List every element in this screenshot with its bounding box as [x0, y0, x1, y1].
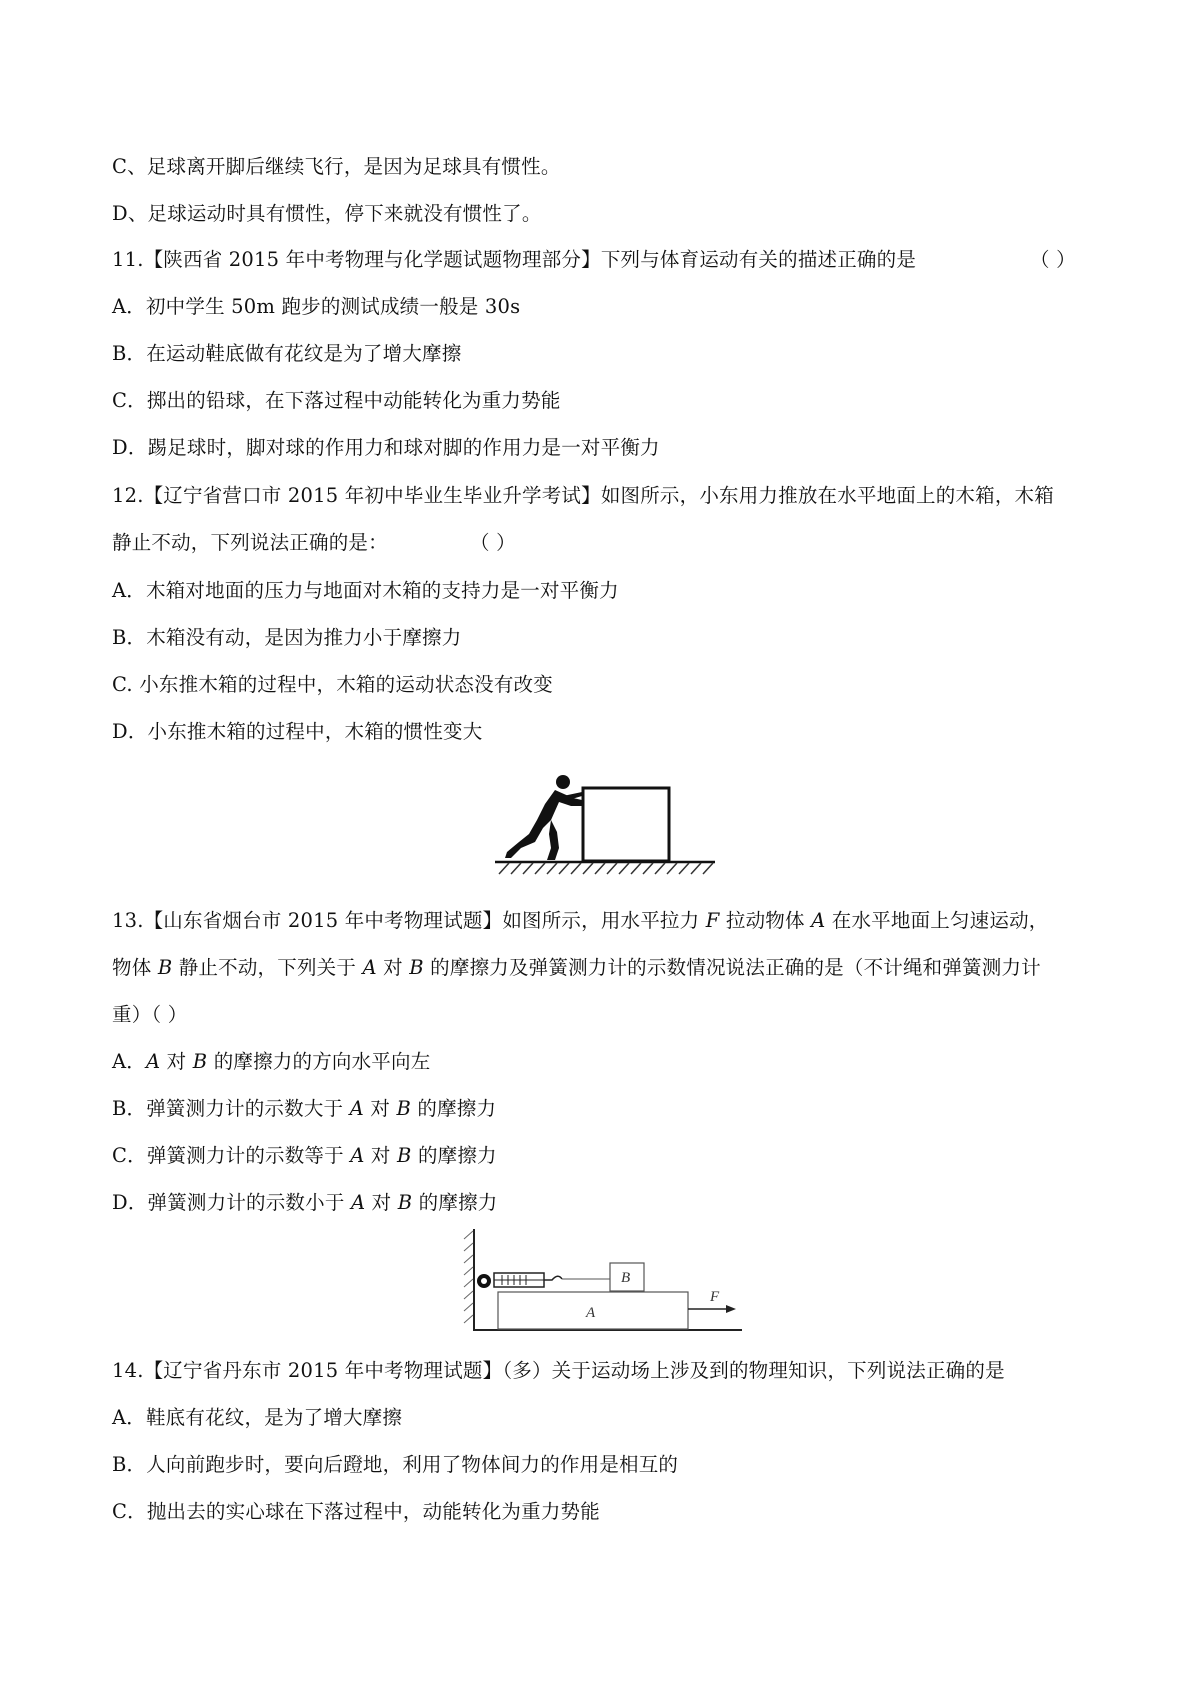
q13-stem-text: 13.【山东省烟台市 2015 年中考物理试题】如图所示，用水平拉力	[112, 909, 706, 932]
option-text: 的摩擦力	[411, 1144, 497, 1167]
option-text: C．弹簧测力计的示数等于	[112, 1144, 351, 1167]
option-text: 的摩擦力	[412, 1191, 498, 1214]
q10-option-d: D、足球运动时具有惯性，停下来就没有惯性了。	[112, 202, 542, 225]
q14-option-a: A．鞋底有花纹，是为了增大摩擦	[112, 1406, 403, 1429]
q11-option-b: B．在运动鞋底做有花纹是为了增大摩擦	[112, 342, 462, 365]
ground-hatching	[499, 863, 713, 874]
option-text: 的摩擦力	[410, 1097, 497, 1120]
q11-option-d: D．踢足球时，脚对球的作用力和球对脚的作用力是一对平衡力	[112, 436, 660, 459]
q13-stem-text: 静止不动，下列关于	[172, 956, 363, 979]
option-text: D．弹簧测力计的示数小于	[112, 1191, 351, 1214]
q12-figure-person-pushing-box	[485, 768, 725, 880]
q14-option-b: B．人向前跑步时，要向后蹬地，利用了物体间力的作用是相互的	[112, 1453, 679, 1476]
q13-option-d	[112, 1188, 497, 1218]
q10-option-c: C、足球离开脚后继续飞行，是因为足球具有惯性。	[112, 155, 561, 178]
q13-stem-text: 拉动物体	[719, 909, 812, 932]
q13-stem-text: 对	[376, 956, 410, 979]
q12-answer-bracket: （ ）	[470, 531, 516, 554]
q13-stem-line2	[112, 953, 1041, 983]
q12-option-b: B．木箱没有动，是因为推力小于摩擦力	[112, 626, 462, 649]
force-label: F	[710, 1289, 720, 1305]
q12-stem-line1: 12.【辽宁省营口市 2015 年初中毕业生毕业升学考试】如图所示，小东用力推放在水平地面上的木箱，木箱	[112, 484, 1054, 507]
q13-stem-line1	[112, 906, 1048, 936]
q13-option-a	[112, 1047, 430, 1077]
option-text: B．弹簧测力计的示数大于	[112, 1097, 350, 1120]
q13-stem-line3: 重）（ ）	[112, 1003, 188, 1026]
q13-var-a: A	[811, 909, 826, 932]
option-text: 对	[365, 1191, 398, 1214]
wall-hatching	[464, 1231, 473, 1323]
q13-var-a: A	[350, 1144, 365, 1167]
q13-var-b: B	[397, 1191, 413, 1214]
q13-var-a: A	[350, 1191, 366, 1214]
option-text: 对	[364, 1144, 398, 1167]
q13-stem-text: 在水平地面上匀速运动，	[825, 909, 1049, 932]
wooden-box	[583, 788, 669, 861]
q13-var-a: A	[145, 1050, 161, 1073]
option-text: A．	[112, 1050, 146, 1073]
q13-stem-text: 物体	[112, 956, 158, 979]
q13-figure-spring-scale-blocks	[458, 1227, 748, 1335]
q13-var-b: B	[397, 1144, 412, 1167]
q13-var-b: B	[157, 956, 173, 979]
q11-stem: 11.【陕西省 2015 年中考物理与化学题试题物理部分】下列与体育运动有关的描述正确的是	[112, 248, 917, 271]
option-text: 的摩擦力的方向水平向左	[207, 1050, 431, 1073]
q11-option-a: A．初中学生 50m 跑步的测试成绩一般是 30s	[112, 295, 521, 318]
q13-option-c	[112, 1141, 497, 1171]
q13-stem-text: 的摩擦力及弹簧测力计的示数情况说法正确的是（不计绳和弹簧测力计	[423, 956, 1041, 979]
q11-answer-bracket: （ ）	[1030, 248, 1076, 271]
q12-stem-line2: 静止不动，下列说法正确的是：	[112, 531, 388, 554]
q12-option-c: C. 小东推木箱的过程中，木箱的运动状态没有改变	[112, 673, 553, 696]
q13-option-b	[112, 1094, 496, 1124]
q13-var-f: F	[705, 909, 720, 932]
q14-option-c: C．抛出去的实心球在下落过程中，动能转化为重力势能	[112, 1500, 600, 1523]
q11-option-c: C．掷出的铅球，在下落过程中动能转化为重力势能	[112, 389, 561, 412]
q13-var-a: A	[349, 1097, 364, 1120]
q14-stem: 14.【辽宁省丹东市 2015 年中考物理试题】（多）关于运动场上涉及到的物理知识，下列说法正确的是	[112, 1359, 1005, 1382]
block-b-label: B	[621, 1270, 631, 1286]
q13-var-b: B	[192, 1050, 208, 1073]
q13-var-b: B	[409, 956, 424, 979]
block-a-label: A	[586, 1305, 596, 1321]
q13-var-a: A	[362, 956, 377, 979]
option-text: 对	[160, 1050, 193, 1073]
q13-var-b: B	[396, 1097, 411, 1120]
person-silhouette	[505, 775, 582, 860]
q12-option-a: A．木箱对地面的压力与地面对木箱的支持力是一对平衡力	[112, 579, 619, 602]
q12-option-d: D．小东推木箱的过程中，木箱的惯性变大	[112, 720, 483, 743]
scale-hook	[544, 1276, 562, 1280]
option-text: 对	[363, 1097, 397, 1120]
